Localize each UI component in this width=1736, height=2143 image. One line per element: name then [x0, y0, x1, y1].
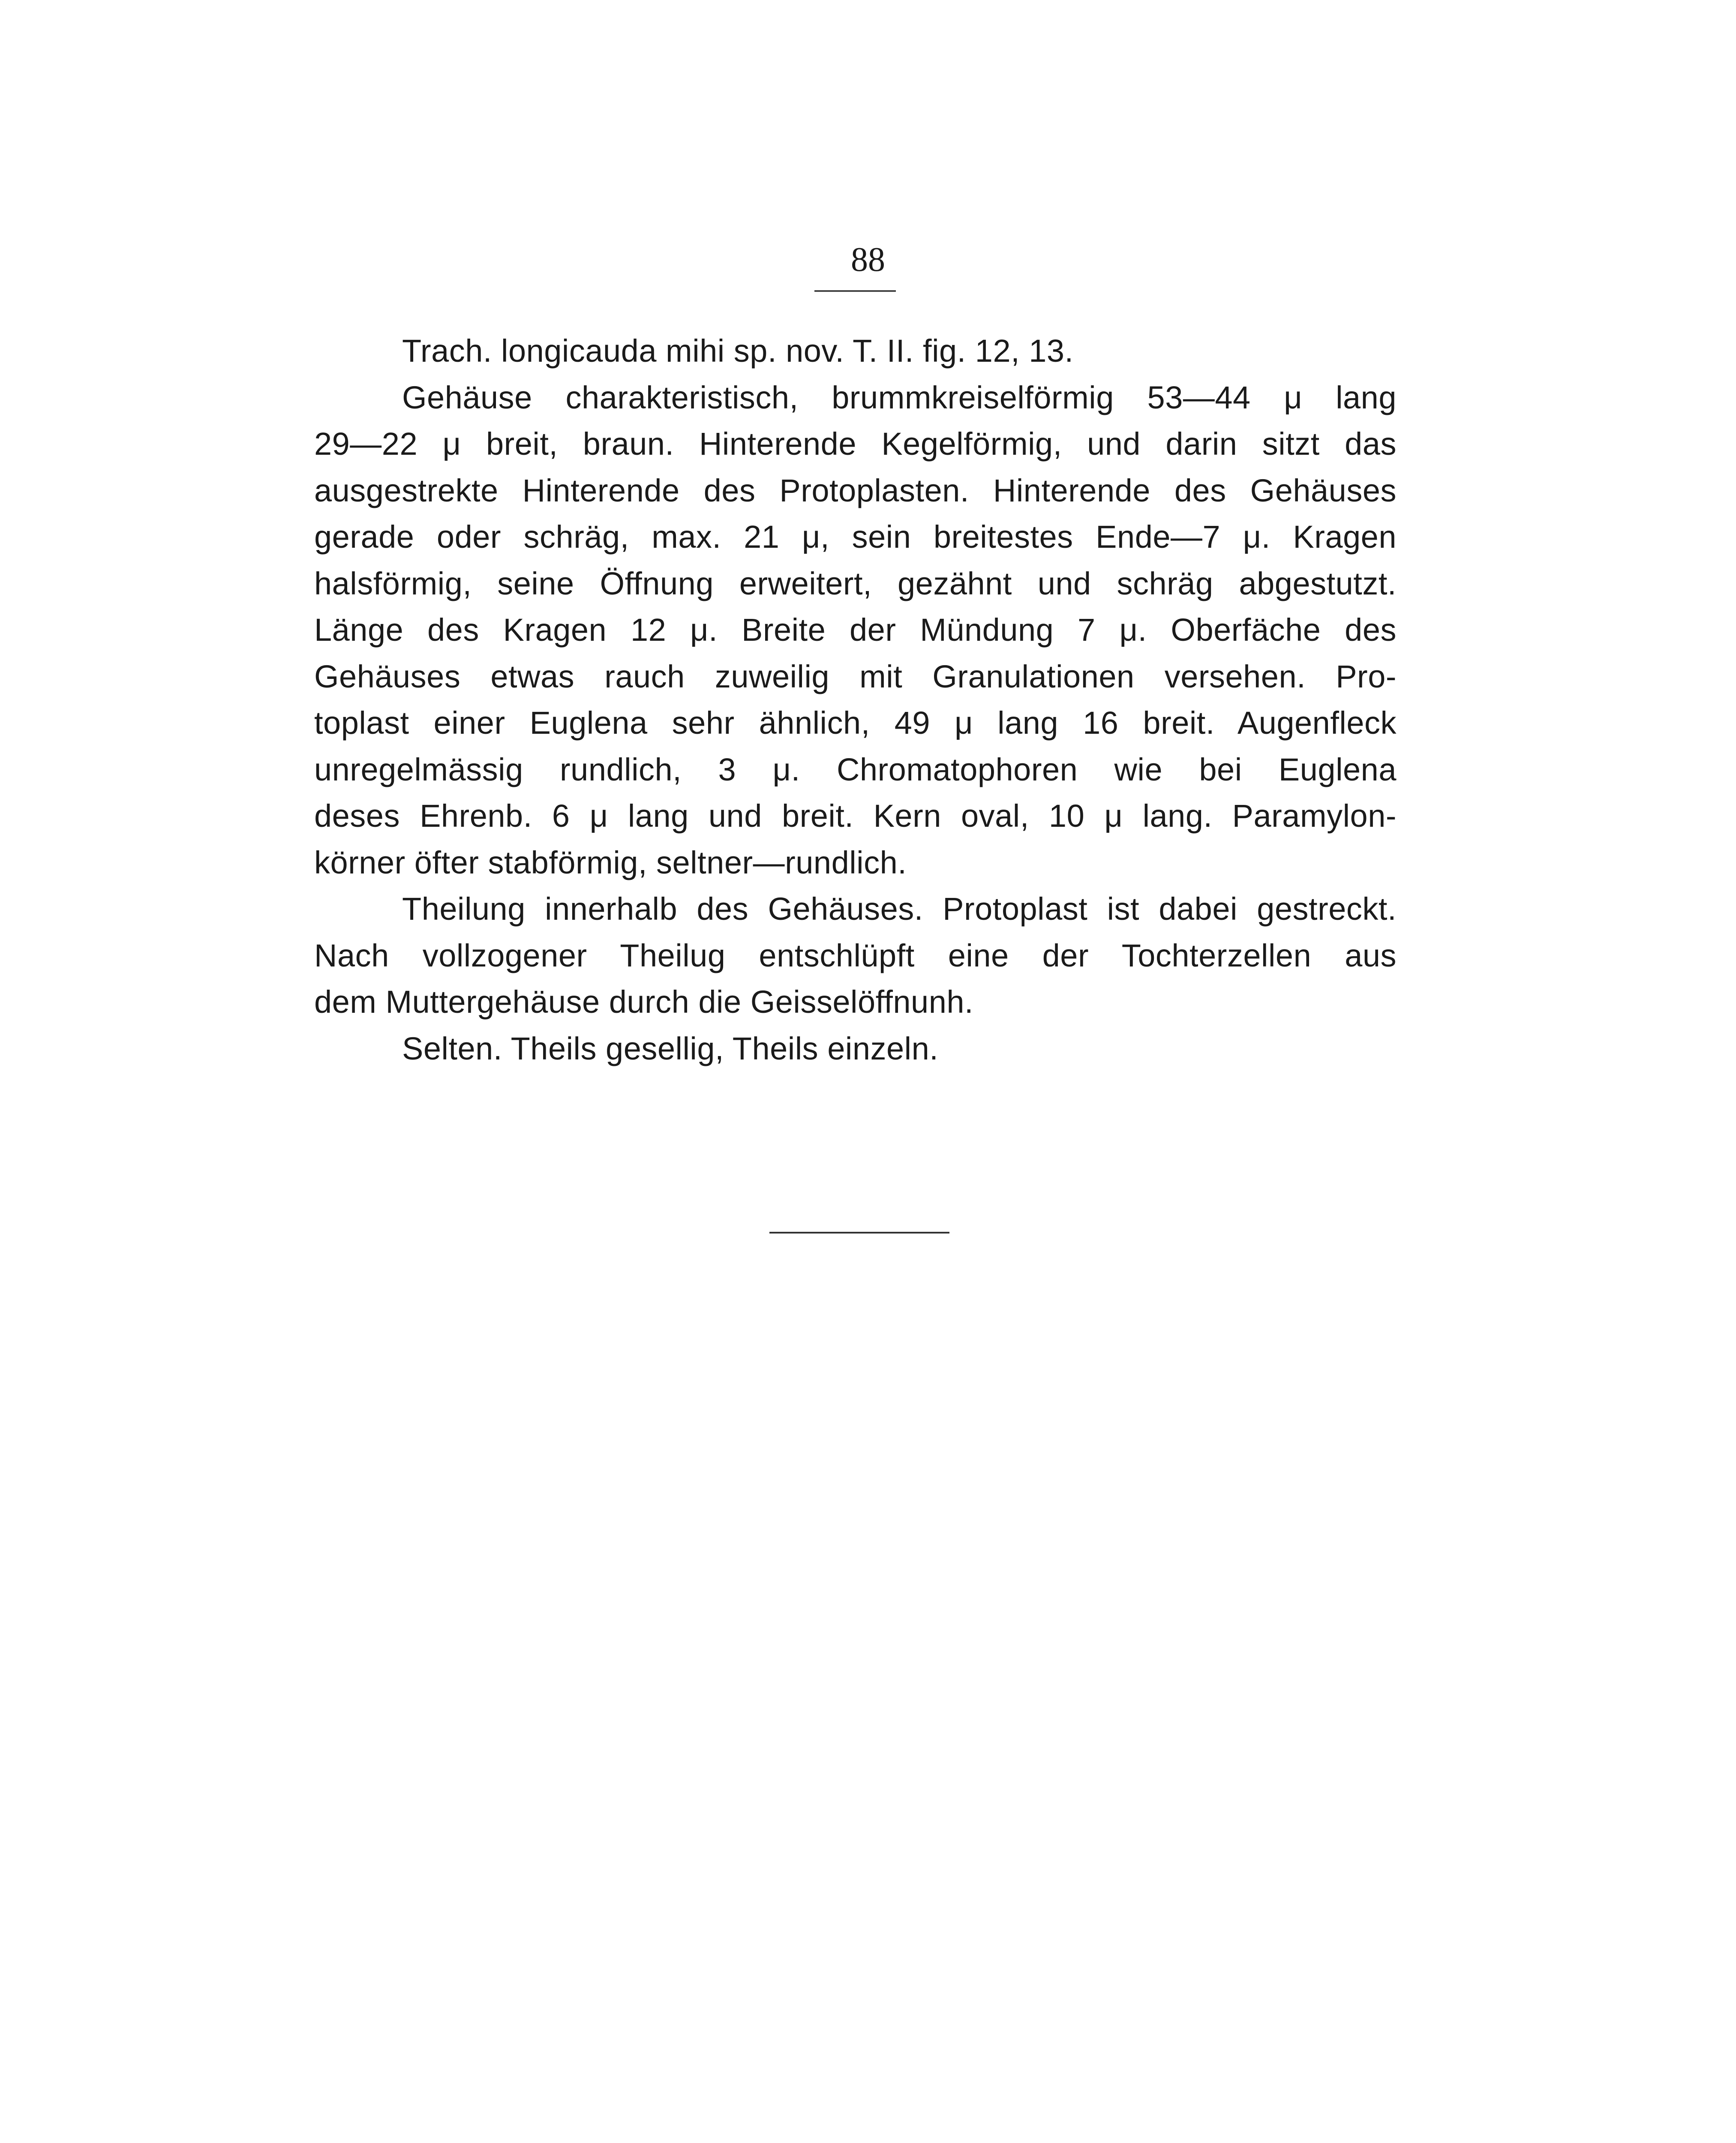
text-line: Nach vollzogener Theilug entschlüpft eine der Tochterzellen aus: [314, 937, 1397, 973]
species-description: [314, 328, 1397, 1072]
text-line: Länge des Kragen 12 μ. Breite der Mündung 7 μ. Oberfäche des: [314, 612, 1397, 648]
text-line: Gehäuse charakteristisch, brummkreiselförmig 53—44 μ lang: [402, 379, 1397, 415]
text-line: toplast einer Euglena sehr ähnlich, 49 μ lang 16 breit. Augenfleck: [314, 705, 1397, 741]
text-line: ausgestrekte Hinterende des Protoplasten. Hinterende des Gehäuses: [314, 472, 1397, 508]
division-paragraph: [314, 886, 1397, 1026]
page-number: 88: [851, 241, 885, 279]
text-line: Theilung innerhalb des Gehäuses. Protoplast ist dabei gestreckt.: [402, 891, 1397, 927]
header-rule: [814, 290, 896, 292]
description-paragraph: [314, 375, 1397, 886]
text-line: gerade oder schräg, max. 21 μ, sein breitestes Ende—7 μ. Kragen: [314, 519, 1397, 555]
end-rule: [769, 1232, 949, 1234]
species-heading: Trach. longicauda mihi sp. nov. T. II. fig. 12, 13.: [402, 333, 1074, 369]
text-line: unregelmässig rundlich, 3 μ. Chromatophoren wie bei Euglena: [314, 751, 1397, 787]
text-line: körner öfter stabförmig, seltner—rundlich.: [314, 844, 907, 880]
text-line: Gehäuses etwas rauch zuweilig mit Granulationen versehen. Pro-: [314, 658, 1397, 694]
text-line: halsförmig, seine Öffnung erweitert, gezähnt und schräg abgestutzt.: [314, 565, 1397, 601]
text-line: 29—22 μ breit, braun. Hinterende Kegelförmig, und darin sitzt das: [314, 426, 1397, 462]
occurrence-paragraph: Selten. Theils gesellig, Theils einzeln.: [402, 1030, 939, 1066]
text-line: dem Muttergehäuse durch die Geisselöffnunh.: [314, 984, 974, 1020]
text-line: deses Ehrenb. 6 μ lang und breit. Kern oval, 10 μ lang. Paramylon-: [314, 798, 1397, 834]
